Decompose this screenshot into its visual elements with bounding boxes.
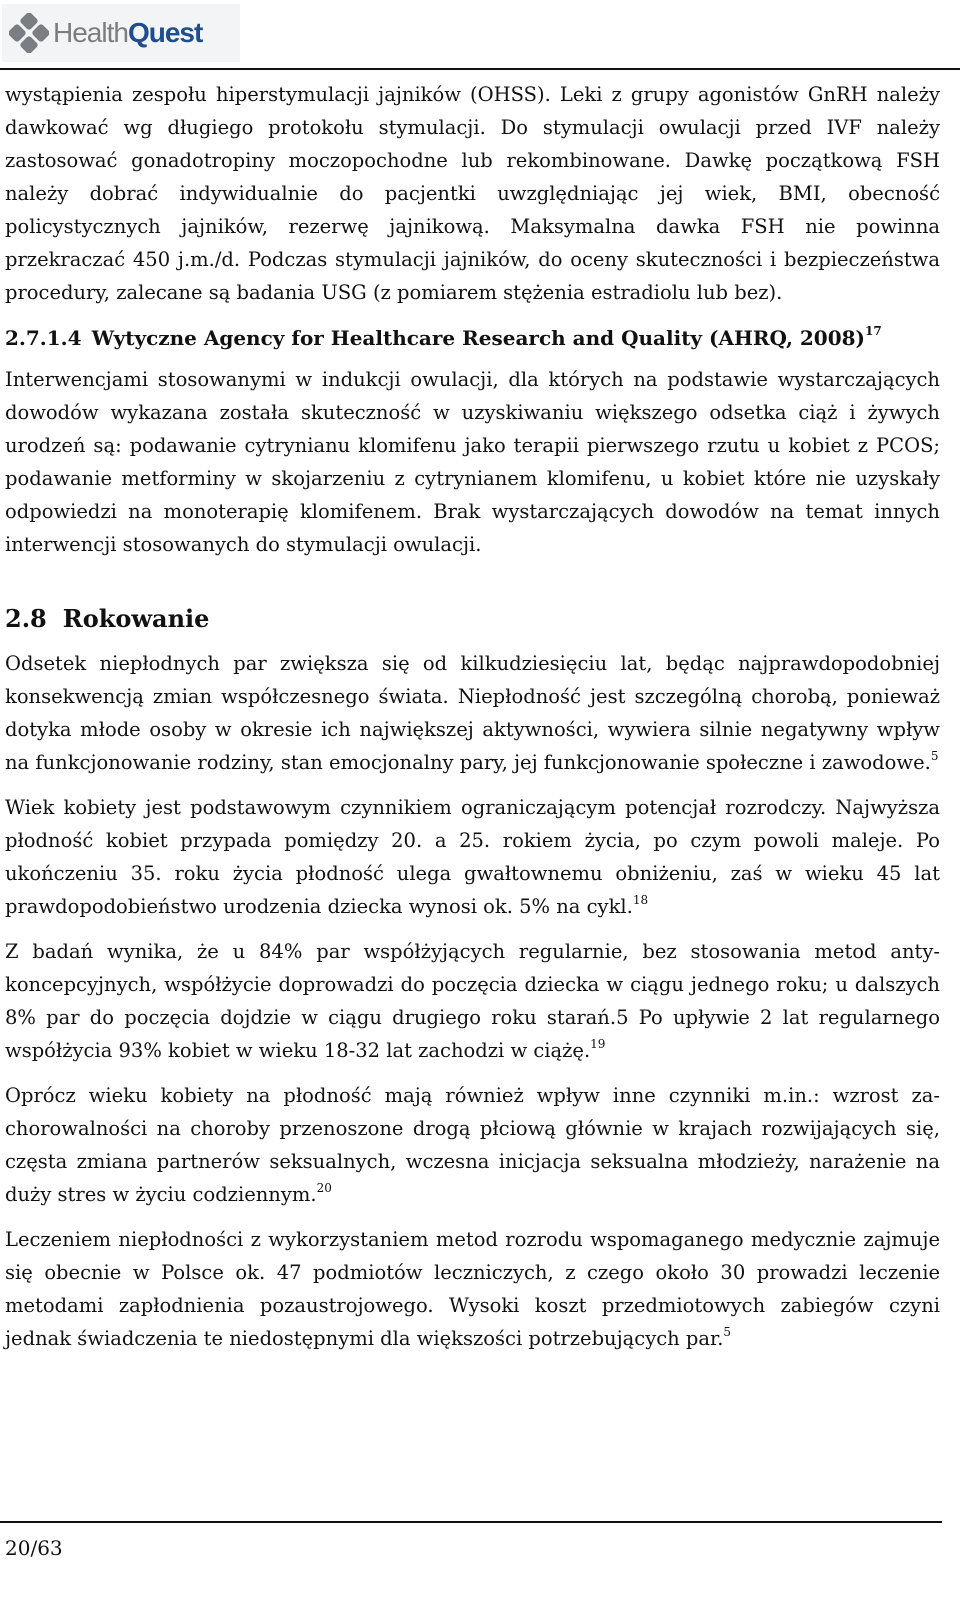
footnote-ref: 19 [590, 1036, 606, 1051]
logo-quest-text: Quest [127, 17, 203, 48]
paragraph [5, 935, 940, 1067]
section-heading [5, 601, 940, 637]
paragraph [5, 791, 940, 923]
footnote-ref: 20 [316, 1180, 332, 1195]
logo-wordmark [53, 17, 202, 49]
section-title: Rokowanie [62, 604, 210, 633]
paragraph-text: Oprócz wieku kobiety na płodność mają również wpływ inne czynniki m.in.: wzrost zachorowalności na choroby przenoszone drogą płciową głównie w krajach rozwijających się, częsta zmiana partnerów seksualnych, wczesna inicjacja seksualna młodzieży, narażenie na duży stres w życiu codziennym. [5, 1084, 940, 1206]
health-cross-icon [9, 13, 49, 53]
section-number: 2.8 [5, 604, 47, 633]
paragraph-text: Interwencjami stosowanymi w indukcji owulacji, dla których na podstawie wystarczających dowodów wykazana została skuteczność w uzyskiwaniu większego odsetka ciąż i żywych urodzeń są: podawanie cytrynianu klomifenu jako terapii pierwszego rzutu u kobiet z PCOS; podawanie metforminy w skojarzeniu z cytrynianem klomifenu, u kobiet które nie uzyskały odpowiedzi na monoterapię klomifenem. Brak wystarczających dowodów na temat innych interwencji stosowanych do stymulacji owulacji. [5, 368, 940, 556]
paragraph-text: Odsetek niepłodnych par zwiększa się od kilkudziesięciu lat, będąc najprawdopodobniej konsekwencją zmian współczesnego świata. Niepłodność jest szczególną chorobą, ponieważ dotyka młode osoby w okresie ich największej aktywności, wywiera silnie negatywny wpływ na funkcjonowanie rodziny, stan emocjonalny pary, jej funkcjonowanie społeczne i zawodowe. [5, 652, 940, 774]
paragraph [5, 363, 940, 561]
paragraph [5, 647, 940, 779]
footnote-ref: 5 [723, 1324, 732, 1339]
paragraph-text: Leczeniem niepłodności z wykorzystaniem metod rozrodu wspomaganego medycznie zajmuje się obecnie w Polsce ok. 47 podmiotów leczniczych, z czego około 30 prowadzi leczenie metodami zapłodnienia pozaustrojowego. Wysoki koszt przedmiotowych zabiegów czyni jednak świadczenia te niedostępnymi dla większości potrzebujących par. [5, 1228, 940, 1350]
paragraph [5, 1079, 940, 1211]
logo-health-text: Health [53, 17, 128, 48]
footer-divider [0, 1521, 942, 1523]
paragraph [5, 1223, 940, 1355]
paragraph-text: Z badań wynika, że u 84% par współżyjących regularnie, bez stosowania metod antykoncepcyjnych, współżycie doprowadzi do poczęcia dziecka w ciągu jednego roku; u dalszych 8% par do poczęcia dojdzie w ciągu drugiego roku starań.5 Po upływie 2 lat regularnego współżycia 93% kobiet w wieku 18-32 lat zachodzi w ciążę. [5, 940, 940, 1062]
paragraph [5, 78, 940, 309]
header-divider [0, 68, 960, 70]
footnote-ref: 5 [930, 748, 939, 763]
footnote-ref: 18 [632, 892, 649, 907]
paragraph-text: Wiek kobiety jest podstawowym czynnikiem ograniczającym potencjał rozrodczy. Najwyższa płodność kobiet przypada pomiędzy 20. a 25. rokiem życia, po czym powoli maleje. Po ukończeniu 35. roku życia płodność ulega gwałtownemu obniżeniu, zaś w wieku 45 lat prawdopodobieństwo urodzenia dziecka wynosi ok. 5% na cykl. [5, 796, 940, 918]
page-number: 20/63 [5, 1536, 63, 1560]
subsection-number: 2.7.1.4 [5, 326, 82, 350]
footnote-ref: 17 [865, 324, 882, 339]
paragraph-text: wystąpienia zespołu hiperstymulacji jajników (OHSS). Leki z grupy agonistów GnRH należy dawkować wg długiego protokołu stymulacji. Do stymulacji owulacji przed IVF należy zastosować gonadotropiny moczopochodne lub rekombinowane. Dawkę początkową FSH należy dobrać indywidualnie do pacjentki uwzględniając jej wiek, BMI, obecność policystycznych jajników, rezerwę jajnikową. Maksymalna dawka FSH nie powinna przekraczać 450 j.m./d. Podczas stymulacji jajników, do oceny skuteczności i bezpieczeństwa procedury, zalecane są badania USG (z pomiarem stężenia estradiolu lub bez). [5, 83, 940, 304]
subsection-heading [5, 321, 940, 355]
document-body [5, 78, 940, 1367]
subsection-title: Wytyczne Agency for Healthcare Research and Quality (AHRQ, 2008) [91, 326, 865, 350]
header-logo [2, 4, 240, 62]
